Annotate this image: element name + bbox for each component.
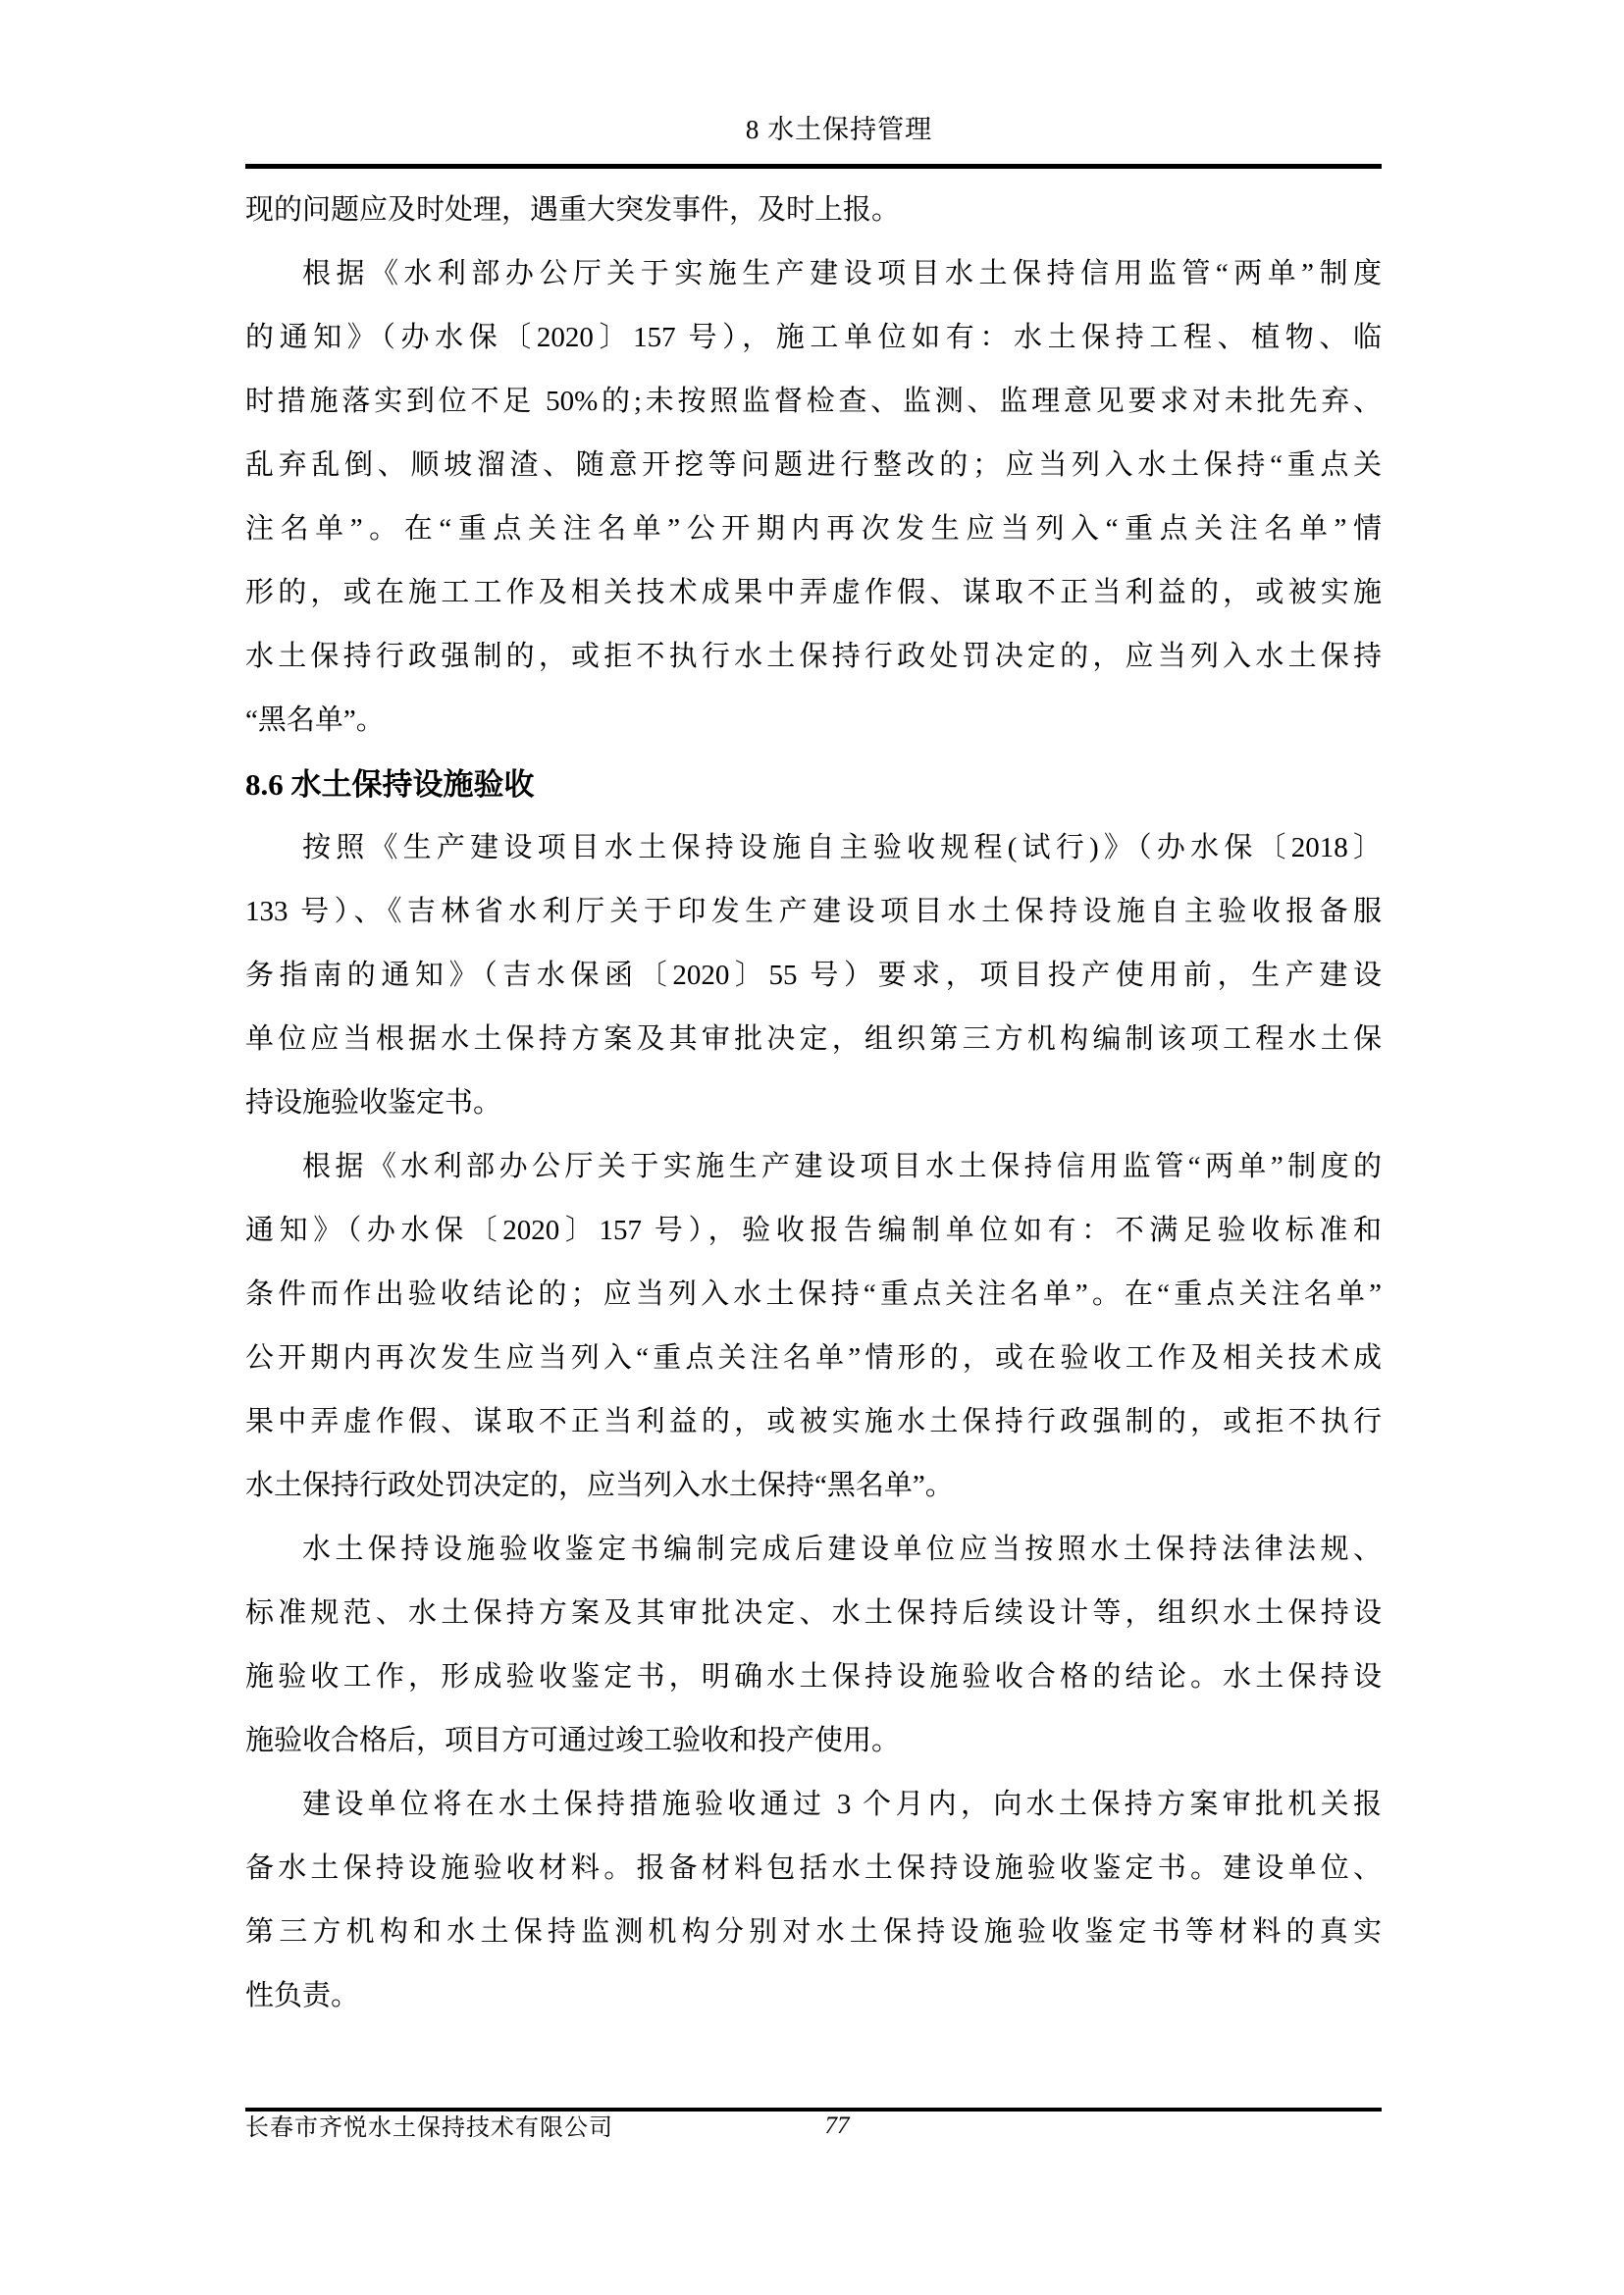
body-line: 果中弄虚作假、谋取不正当利益的，或被实施水土保持行政强制的，或拒不执行 [245, 1406, 1382, 1437]
body-line: 备水土保持设施验收材料。报备材料包括水土保持设施验收鉴定书。建设单位、 [245, 1852, 1382, 1884]
body-line: 根据《水利部办公厅关于实施生产建设项目水土保持信用监管“两单”制度的 [302, 1151, 1382, 1182]
body-line: 持设施验收鉴定书。 [245, 1087, 502, 1119]
body-line: 形的，或在施工工作及相关技术成果中弄虚作假、谋取不正当利益的，或被实施 [245, 577, 1382, 608]
footer-rule [245, 2108, 1382, 2112]
body-line: 标准规范、水土保持方案及其审批决定、水土保持后续设计等，组织水土保持设 [245, 1597, 1382, 1629]
body-line: 时措施落实到位不足 50%的;未按照监督检查、监测、监理意见要求对未批先弃、 [245, 386, 1382, 417]
body-line: 水土保持行政强制的，或拒不执行水土保持行政处罚决定的，应当列入水土保持 [245, 641, 1382, 672]
body-line: 乱弃乱倒、顺坡溜渣、随意开挖等问题进行整改的；应当列入水土保持“重点关 [245, 449, 1382, 481]
body-line: 按照《生产建设项目水土保持设施自主验收规程(试行)》（办水保〔2018〕 [302, 832, 1382, 863]
body-line: 水土保持行政处罚决定的，应当列入水土保持“黑名单”。 [245, 1470, 954, 1501]
body-line: 公开期内再次发生应当列入“重点关注名单”情形的，或在验收工作及相关技术成 [245, 1342, 1382, 1374]
body-line: 现的问题应及时处理，遇重大突发事件，及时上报。 [245, 194, 901, 226]
body-line: 根据《水利部办公厅关于实施生产建设项目水土保持信用监管“两单”制度 [302, 258, 1382, 289]
body-line: 注名单”。在“重点关注名单”公开期内再次发生应当列入“重点关注名单”情 [245, 513, 1382, 545]
body-line: 133 号）、《吉林省水利厅关于印发生产建设项目水土保持设施自主验收报备服 [245, 896, 1382, 927]
body-line: 通知》（办水保〔2020〕157 号），验收报告编制单位如有：不满足验收标准和 [245, 1215, 1382, 1246]
body-line: 条件而作出验收结论的；应当列入水土保持“重点关注名单”。在“重点关注名单” [245, 1278, 1382, 1310]
document-body [245, 179, 1382, 2028]
body-line: 务指南的通知》（吉水保函〔2020〕55 号）要求，项目投产使用前，生产建设 [245, 960, 1382, 991]
body-line: 单位应当根据水土保持方案及其审批决定，组织第三方机构编制该项工程水土保 [245, 1023, 1382, 1055]
body-line: 性负责。 [245, 1980, 360, 2011]
body-line: 第三方机构和水土保持监测机构分别对水土保持设施验收鉴定书等材料的真实 [245, 1916, 1382, 1948]
body-line: 建设单位将在水土保持措施验收通过 3 个月内，向水土保持方案审批机关报 [302, 1789, 1382, 1820]
body-line: “黑名单”。 [245, 704, 385, 736]
page-header-title: 8 水土保持管理 [745, 115, 933, 144]
footer-company-name: 长春市齐悦水土保持技术有限公司 [245, 2115, 613, 2141]
footer-page-number: 77 [824, 2112, 850, 2139]
body-line: 的通知》（办水保〔2020〕157 号），施工单位如有：水土保持工程、植物、临 [245, 322, 1382, 353]
body-line: 施验收工作，形成验收鉴定书，明确水土保持设施验收合格的结论。水土保持设 [245, 1661, 1382, 1693]
body-line: 水土保持设施验收鉴定书编制完成后建设单位应当按照水土保持法律法规、 [302, 1534, 1382, 1565]
header-rule [245, 164, 1382, 169]
body-line: 施验收合格后，项目方可通过竣工验收和投产使用。 [245, 1725, 901, 1756]
section-heading: 8.6 水土保持设施验收 [245, 767, 535, 802]
